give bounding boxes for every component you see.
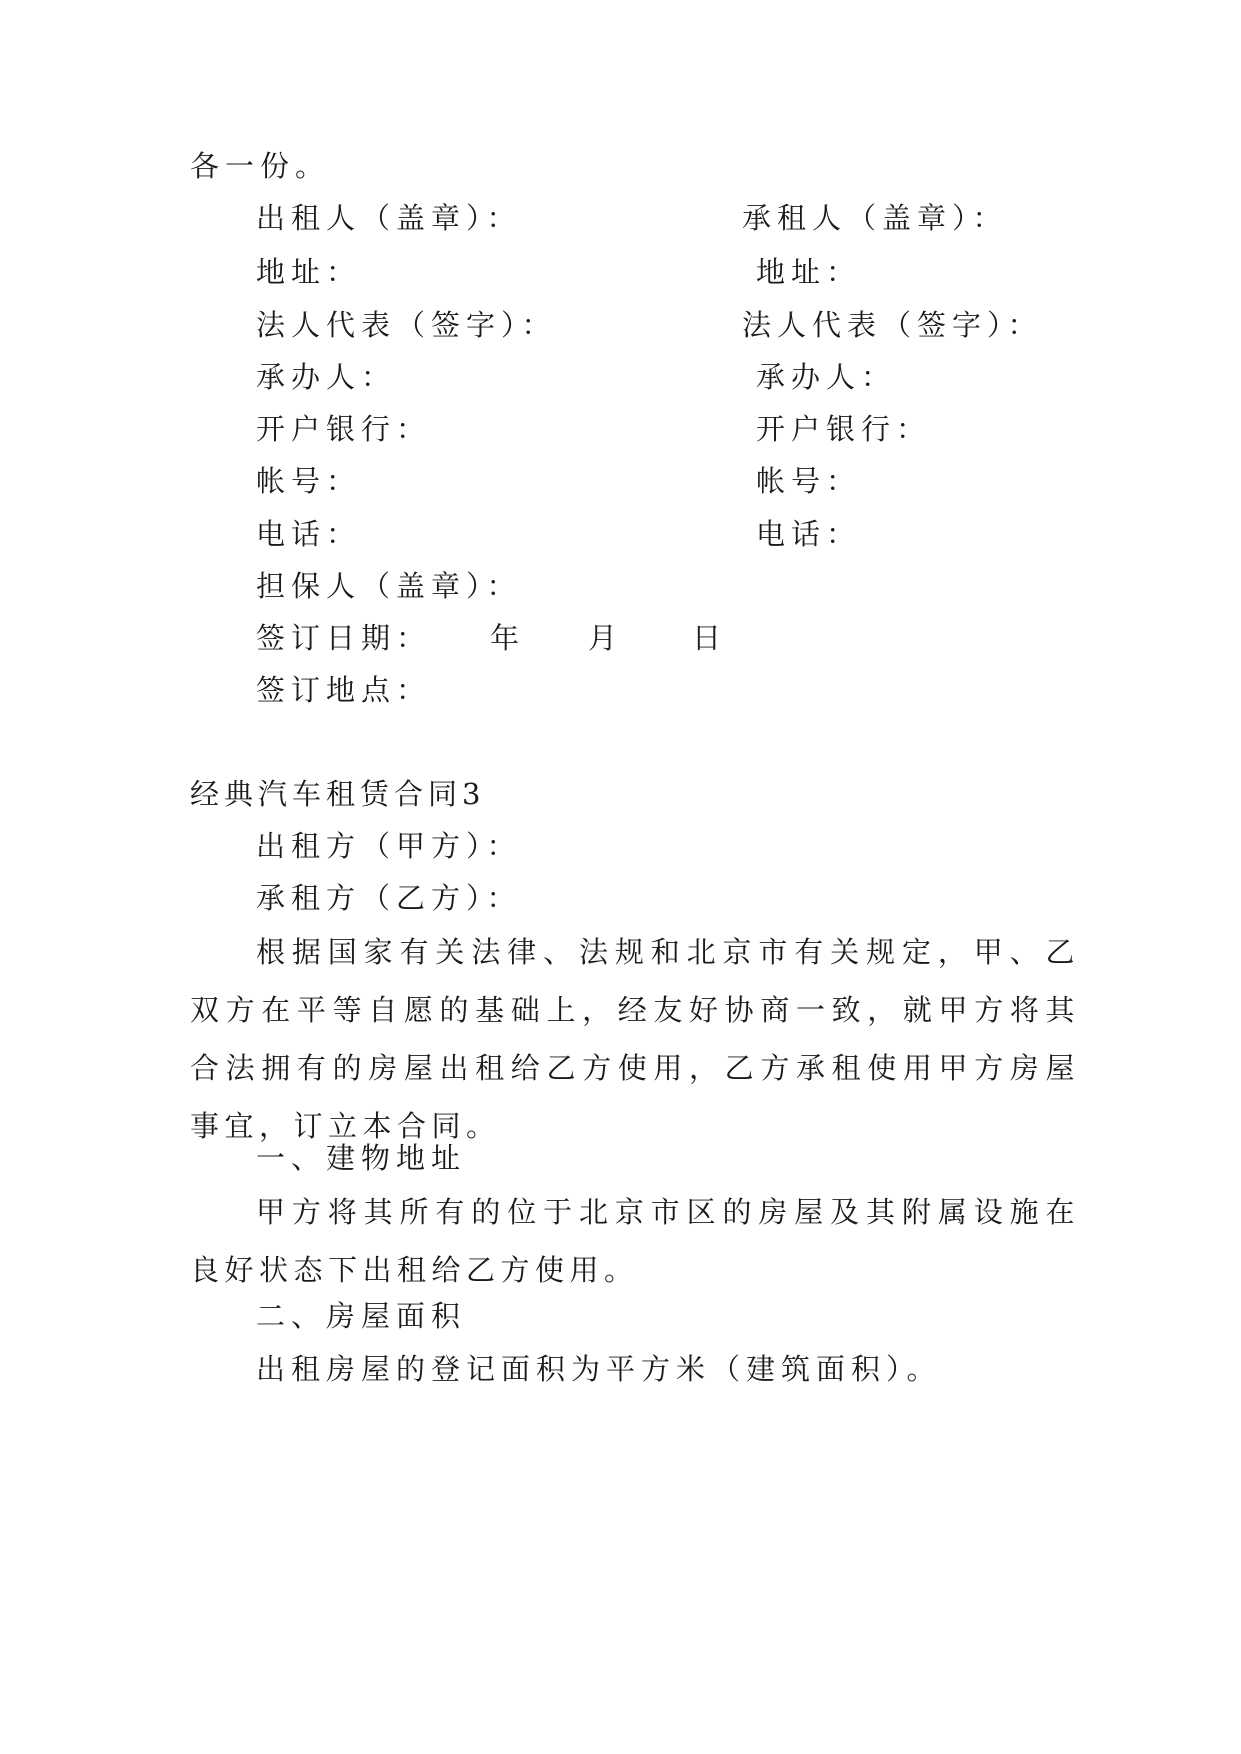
intro-paragraph: 根据国家有关法律、法规和北京市有关规定，甲、乙双方在平等自愿的基础上，经友好协商一致，就甲方将其合法拥有的房屋出租给乙方使用，乙方承租使用甲方房屋事宜，订立本合同。: [190, 935, 1080, 1143]
lessee-seal-label: 承租人（盖章）：: [742, 201, 1008, 235]
lessee-bank-label: 开户银行：: [756, 412, 932, 446]
sign-place-label: 签订地点：: [256, 673, 432, 707]
party-b-label: 承租方（乙方）：: [256, 881, 522, 915]
sign-date-label: 签订日期：: [256, 621, 432, 655]
sign-date-day: 日: [692, 621, 728, 655]
lessor-handler-label: 承办人：: [256, 360, 397, 394]
lessee-phone-label: 电话：: [756, 517, 862, 551]
continued-line: 各一份。: [190, 149, 331, 183]
lessor-bank-label: 开户银行：: [256, 412, 432, 446]
lessor-address-label: 地址：: [256, 255, 362, 289]
section-1-body: 甲方将其所有的位于北京市区的房屋及其附属设施在良好状态下出租给乙方使用。: [190, 1195, 1080, 1287]
section-1-title: 一、建物地址: [256, 1141, 467, 1175]
section-2-body: 出租房屋的登记面积为平方米（建筑面积）。: [256, 1352, 942, 1386]
lessee-account-label: 帐号：: [756, 464, 862, 498]
lessee-handler-label: 承办人：: [756, 360, 897, 394]
lessor-seal-label: 出租人（盖章）：: [256, 201, 522, 235]
lessor-phone-label: 电话：: [256, 517, 362, 551]
sign-date-month: 月: [588, 621, 624, 655]
contract-title: 经典汽车租赁合同3: [190, 777, 486, 811]
guarantor-seal-label: 担保人（盖章）：: [256, 569, 522, 603]
section-2-title: 二、房屋面积: [256, 1299, 467, 1333]
sign-date-year: 年: [490, 621, 526, 655]
party-a-label: 出租方（甲方）：: [256, 829, 522, 863]
lessor-legal-rep-label: 法人代表（签字）：: [256, 308, 557, 342]
lessee-address-label: 地址：: [756, 255, 862, 289]
lessor-account-label: 帐号：: [256, 464, 362, 498]
lessee-legal-rep-label: 法人代表（签字）：: [742, 308, 1043, 342]
